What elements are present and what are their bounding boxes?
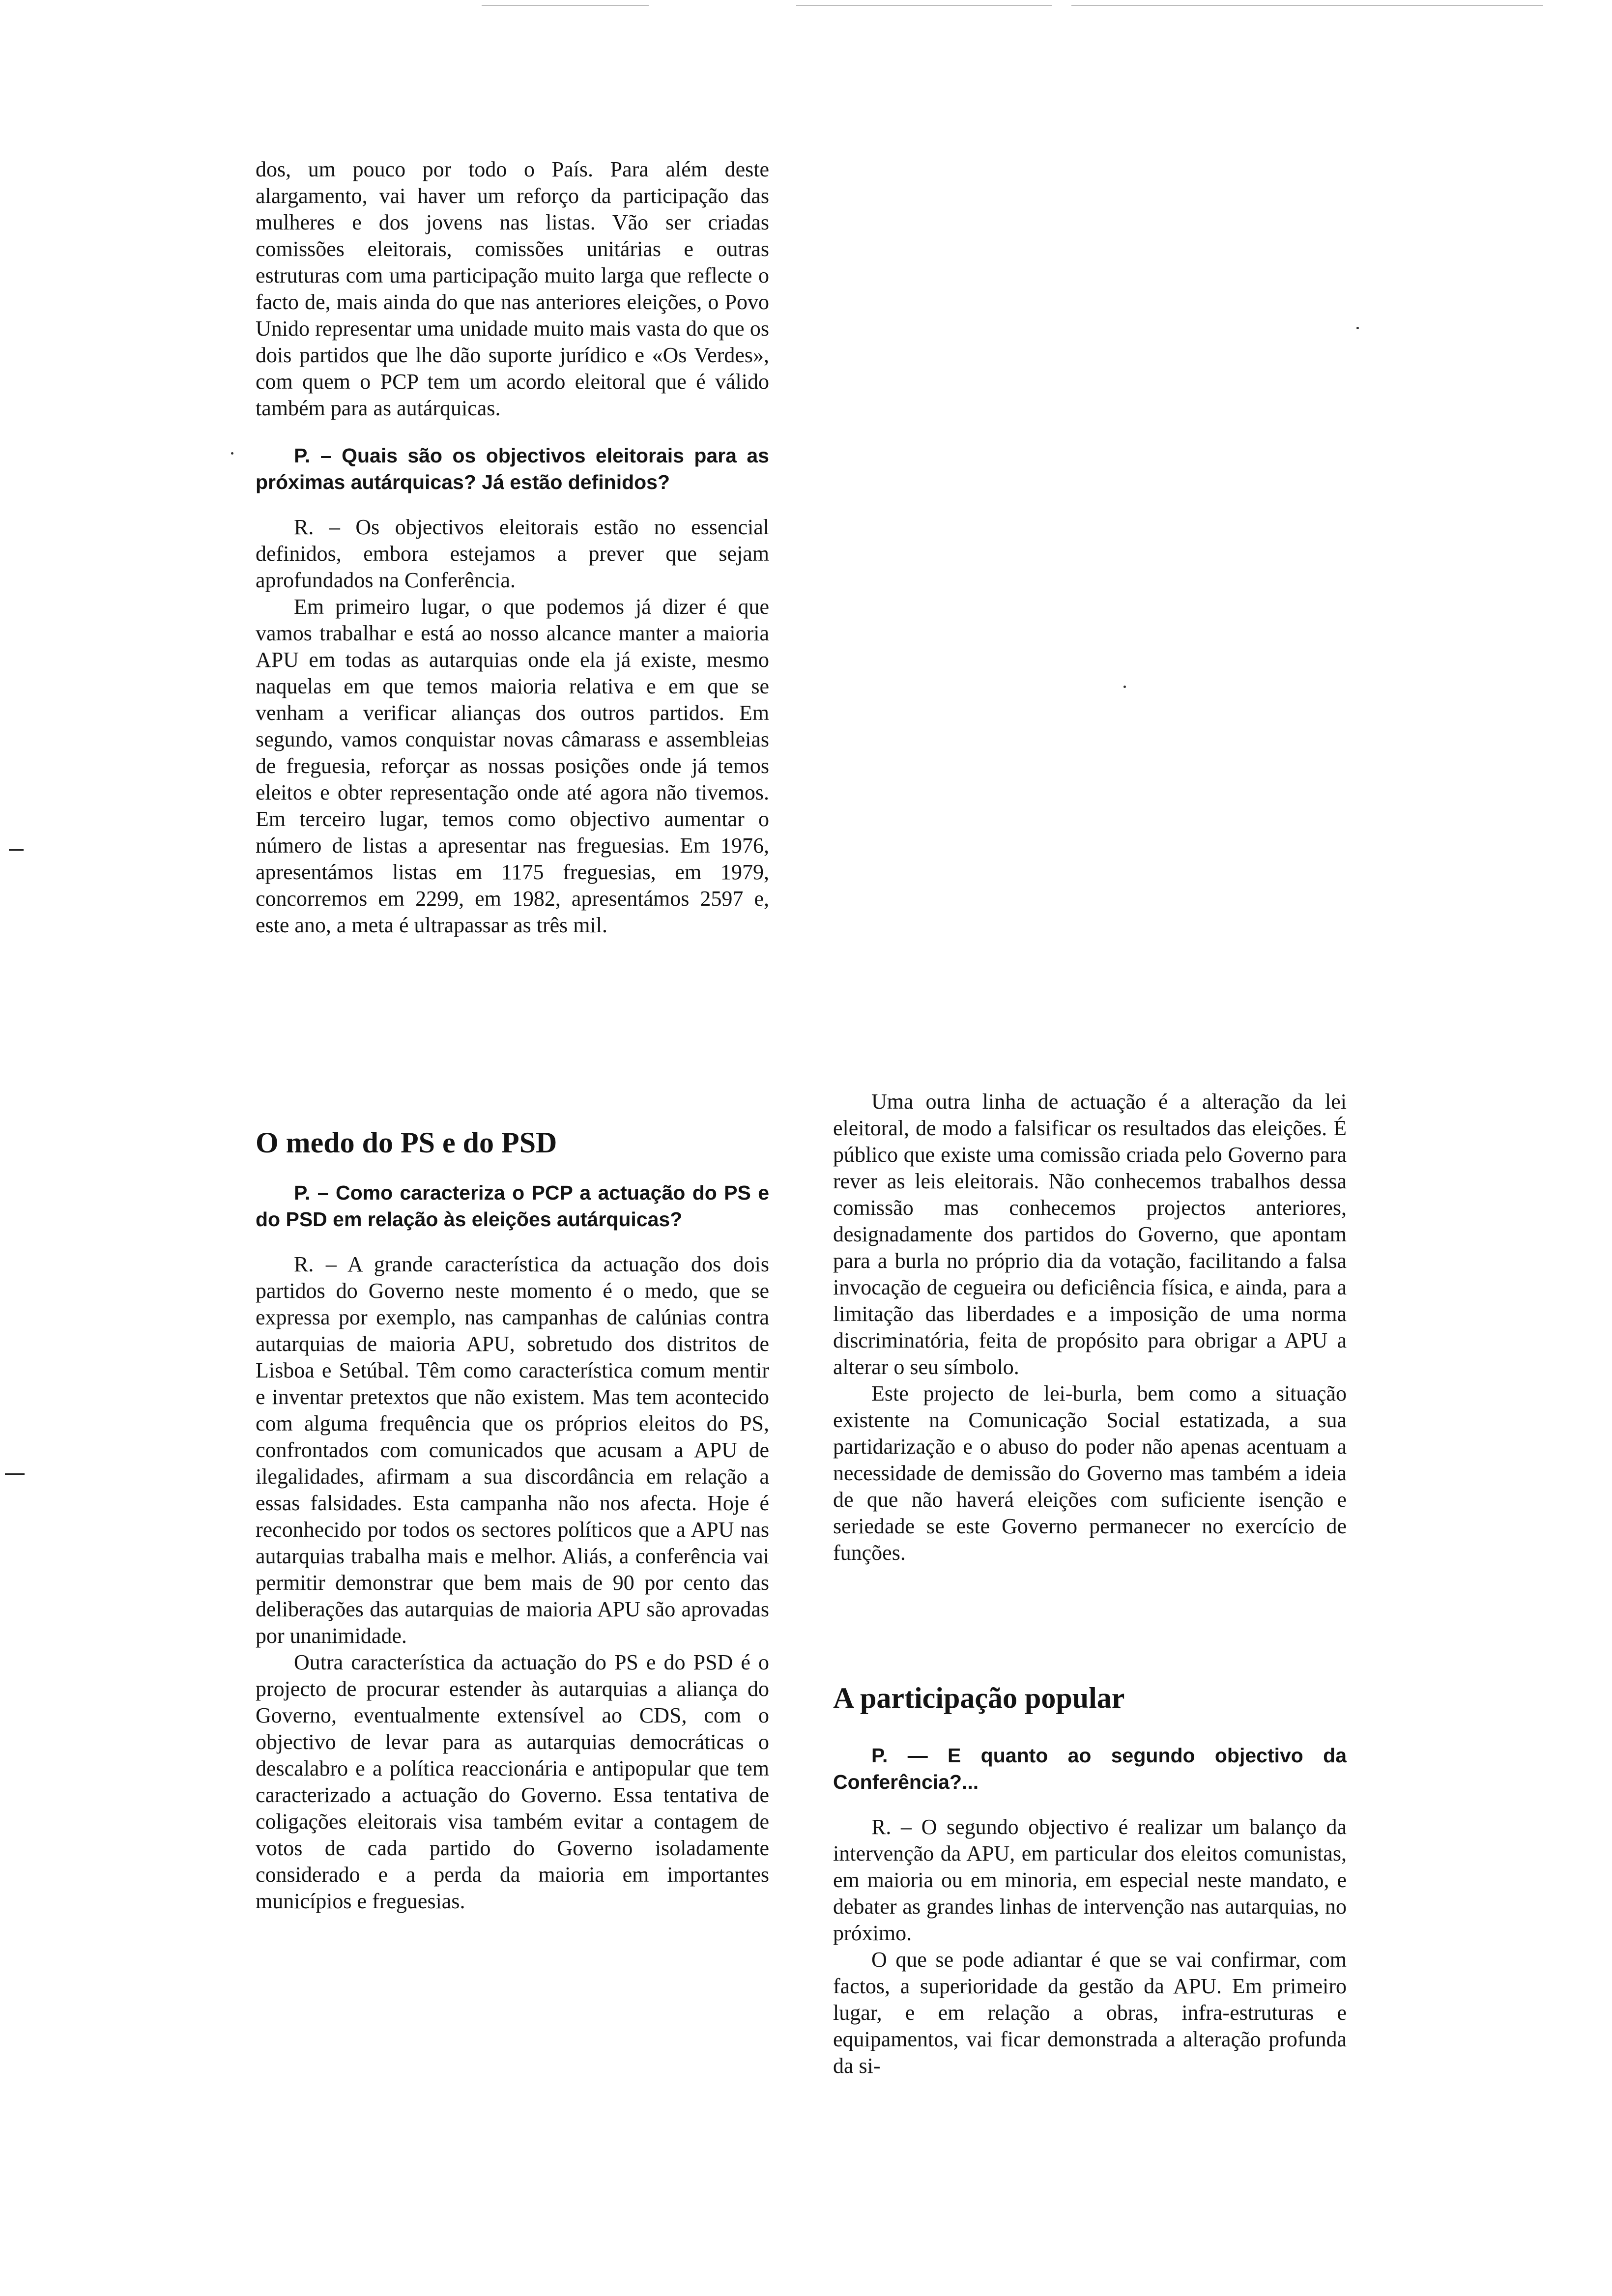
right-column-bottom: [833, 1742, 1347, 2079]
left-column-top: [256, 156, 769, 939]
question: P. – Quais são os objectivos eleitorais para as próximas autárquicas? Já estão definidos?: [256, 444, 769, 493]
answer: R. – Os objectivos eleitorais estão no essencial definidos, embora estejamos a prever que sejam aprofundados na Conferência.: [256, 515, 769, 592]
paragraph: dos, um pouco por todo o País. Para além deste alargamento, vai haver um reforço da participação das mulheres e dos jovens nas listas. Vão ser criadas comissões eleitorais, comissões unitárias e outras estruturas com uma participação muito larga que reflecte o facto de, mais ainda do que nas anteriores eleições, o Povo Unido representar uma unidade muito mais vasta do que os dois partidos que lhe dão suporte jurídico e «Os Verdes», com quem o PCP tem um acordo eleitoral que é válido também para as autárquicas.: [256, 157, 769, 420]
scan-speck-3: [231, 452, 233, 455]
question: P. — E quanto ao segundo objectivo da Conferência?...: [833, 1744, 1347, 1793]
left-column-bottom: [256, 1179, 769, 1915]
paragraph: Outra característica da actuação do PS e do PSD é o projecto de procurar estender às autarquias a aliança do Governo, eventualmente extensível ao CDS, com o objectivo de levar para as autarquias democráticas o descalabro e a política reaccionária e antipopular que tem caracterizado a actuação do Governo. Essa tentativa de coligações eleitorais visa também evitar a contagem de votos de cada partido do Governo isoladamente considerado e a perda da maioria em importantes municípios e freguesias.: [256, 1650, 769, 1913]
right-column: [833, 1089, 1347, 1566]
paragraph: Este projecto de lei-burla, bem como a situação existente na Comunicação Social estatizada, a sua partidarização e o abuso do poder não apenas acentuam a necessidade de demissão do Governo mas também a ideia de que não haverá eleições com suficiente isenção e seriedade se este Governo permanecer no exercício de funções.: [833, 1381, 1347, 1565]
section-heading: O medo do PS e do PSD: [256, 1126, 557, 1159]
section-heading: A participação popular: [833, 1682, 1125, 1714]
paragraph: Uma outra linha de actuação é a alteração da lei eleitoral, de modo a falsificar os resultados das eleições. É público que existe uma comissão criada pelo Governo para rever as leis eleitorais. Não conhecemos trabalhos dessa comissão mas conhecemos projectos anteriores, designadamente dos partidos do Governo, que apontam para a burla no próprio dia da votação, facilitando a falsa invocação de cegueira ou deficiência física, e ainda, para a limitação das liberdades e a imposição de uma norma discriminatória, feita de propósito para obrigar a APU a alterar o seu símbolo.: [833, 1090, 1347, 1379]
answer: R. – A grande característica da actuação dos dois partidos do Governo neste momento é o medo, que se expressa por exemplo, nas campanhas de calúnias contra autarquias de maioria APU, sobretudo dos distritos de Lisboa e Setúbal. Têm como característica comum mentir e inventar pretextos que não existem. Mas tem acontecido com alguma frequência que os próprios eleitos do PS, confrontados com comunicados que acusam a APU de ilegalidades, afirmam a sua discordância em relação a essas falsidades. Esta campanha não nos afecta. Hoje é reconhecido por todos os sectores políticos que a APU nas autarquias trabalha mais e melhor. Aliás, a conferência vai permitir demonstrar que bem mais de 90 por cento das deliberações das autarquias de maioria APU são aprovadas por unanimidade.: [256, 1252, 769, 1648]
paragraph: Em primeiro lugar, o que podemos já dizer é que vamos trabalhar e está ao nosso alcance manter a maioria APU em todas as autarquias onde ela já existe, mesmo naquelas em que temos maioria relativa e em que se venham a verificar alianças dos outros partidos. Em segundo, vamos conquistar novas câmarass e assembleias de freguesia, reforçar as nossas posições onde já temos eleitos e obter representação onde até agora não tivemos. Em terceiro lugar, temos como objectivo aumentar o número de listas a apresentar nas freguesias. Em 1976, apresentámos listas em 1175 freguesias, em 1979, concorremos em 2299, em 1982, apresentámos 2597 e, este ano, a meta é ultrapassar as três mil.: [256, 595, 769, 937]
margin-mark-2: [5, 1473, 25, 1475]
question: P. – Como caracteriza o PCP a actuação do PS e do PSD em relação às eleições autárquicas?: [256, 1181, 769, 1231]
paragraph: O que se pode adiantar é que se vai confirmar, com factos, a superioridade da gestão da APU. Em primeiro lugar, e em relação a obras, infra-estruturas e equipamentos, vai ficar demonstrada a alteração profunda da si-: [833, 1948, 1347, 2078]
answer: R. – O segundo objectivo é realizar um balanço da intervenção da APU, em particular dos eleitos comunistas, em maioria ou em minoria, em especial neste mandato, e debater as grandes linhas de intervenção nas autarquias, no próximo.: [833, 1815, 1347, 1945]
scan-speck-1: [1356, 327, 1359, 329]
top-rule-2: [796, 5, 1052, 6]
top-rule-3: [1071, 5, 1543, 6]
margin-mark-1: [9, 849, 24, 851]
scan-speck-2: [1123, 686, 1126, 688]
top-rule-1: [482, 5, 649, 6]
